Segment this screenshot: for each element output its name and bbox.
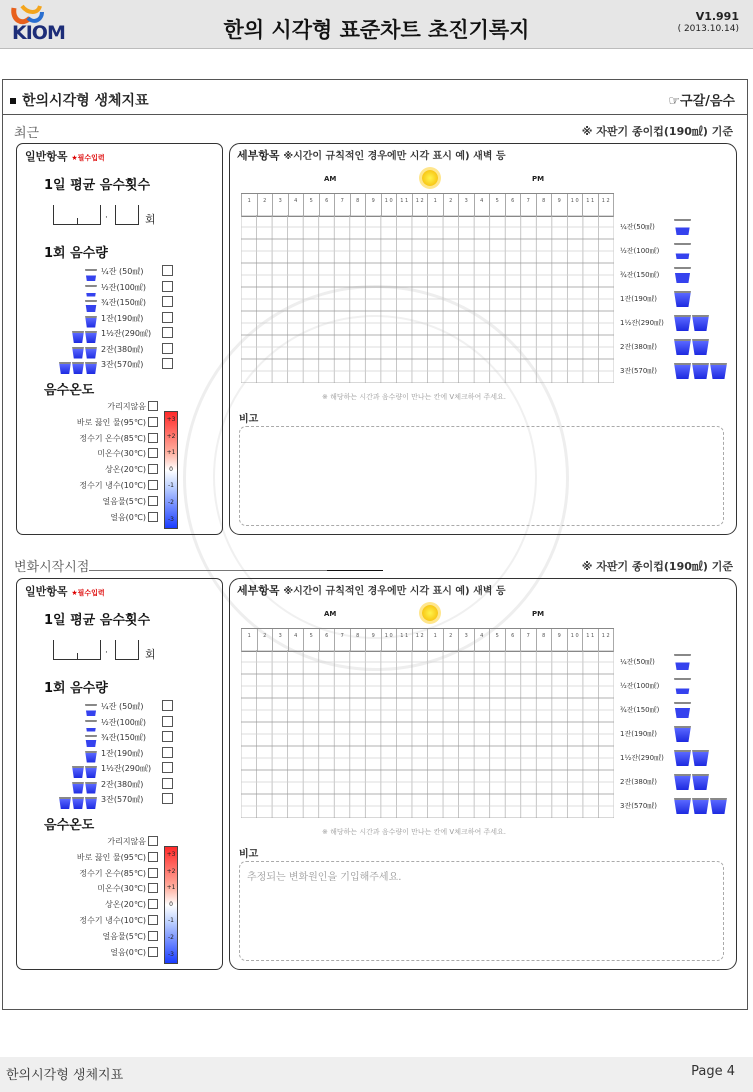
- grid-volume-cups: [673, 750, 709, 770]
- volume-checkbox[interactable]: [162, 343, 173, 354]
- hour-cell: 4: [288, 194, 304, 216]
- frequency-digits-box[interactable]: [53, 640, 101, 660]
- volume-option[interactable]: [17, 699, 224, 714]
- footer-title: 한의시각형 생체지표: [6, 1068, 124, 1083]
- grid-volume-cups: [673, 774, 709, 794]
- temperature-scale-value: -3: [168, 515, 174, 523]
- cup-icon: [692, 315, 709, 331]
- cup-icon: [674, 315, 691, 331]
- period-label-change-start: 변화시작시점: [14, 556, 383, 575]
- volume-cups: [58, 794, 97, 813]
- temperature-option-label: 가리지않음: [107, 402, 146, 411]
- cup-icon: [692, 774, 709, 790]
- volume-option[interactable]: [17, 342, 224, 357]
- volume-option[interactable]: [17, 777, 224, 792]
- cup-icon: [674, 219, 691, 235]
- grid-instruction: ※ 해당하는 시간과 음수량이 만나는 칸에 V체크하여 주세요.: [322, 393, 506, 401]
- hour-cell: 7: [520, 629, 536, 651]
- volume-checkbox[interactable]: [162, 747, 173, 758]
- hour-cell: 1 2: [412, 629, 428, 651]
- temperature-scale-value: +2: [166, 432, 176, 440]
- volume-option[interactable]: [17, 295, 224, 310]
- hour-cell: 5: [303, 629, 319, 651]
- grid-volume-label: 1잔(190㎖): [620, 730, 658, 738]
- temperature-option[interactable]: [17, 399, 224, 414]
- temperature-option[interactable]: [17, 431, 224, 446]
- temperature-option-label: 얼음(0℃): [110, 947, 146, 957]
- volume-option-label: ¾잔(150㎖): [101, 733, 146, 742]
- hour-cell: 5: [489, 194, 505, 216]
- temperature-checkbox[interactable]: [148, 464, 158, 474]
- volume-checkbox[interactable]: [162, 265, 173, 276]
- grid-volume-cups: [673, 219, 691, 239]
- temperature-scale-value: -1: [168, 482, 174, 490]
- hour-cell: 1: [241, 194, 257, 216]
- grid-volume-cups: [673, 678, 691, 698]
- grid-volume-label: 2잔(380㎖): [620, 778, 658, 786]
- hour-cell: 1 1: [396, 194, 412, 216]
- grid-volume-cups: [673, 291, 691, 311]
- am-label: AM: [324, 610, 337, 618]
- period-label-recent: 최근: [14, 126, 40, 141]
- hour-cell: 1: [427, 629, 443, 651]
- sun-icon: [422, 605, 438, 621]
- hour-cell: 1 2: [412, 194, 428, 216]
- hour-cell: 7: [520, 194, 536, 216]
- hour-cell: 1 0: [381, 629, 397, 651]
- temperature-scale-value: +3: [166, 851, 176, 858]
- page-footer: [0, 1057, 753, 1092]
- cup-icon: [85, 362, 97, 374]
- hour-cell: 1 1: [582, 194, 598, 216]
- section-category: ☞구갈/음수: [668, 94, 735, 109]
- cup-icon: [59, 362, 71, 374]
- temperature-option[interactable]: [17, 897, 224, 912]
- sun-icon: [422, 170, 438, 186]
- cup-icon: [59, 797, 71, 809]
- cup-icon: [710, 798, 727, 814]
- cup-note-change: ※ 자판기 종이컵(190㎖) 기준: [581, 560, 733, 573]
- temperature-option[interactable]: [17, 913, 224, 928]
- hour-cell: 1 2: [598, 194, 615, 216]
- hour-cell: 7: [334, 194, 350, 216]
- volume-option-label: 1½잔(290㎖): [101, 764, 152, 773]
- temperature-scale-value: +2: [166, 867, 176, 875]
- temperature-checkbox[interactable]: [148, 496, 158, 506]
- required-mark: ★필수입력: [71, 589, 105, 597]
- temperature-title: 음수온도: [44, 818, 95, 833]
- volume-option-label: ½잔(100㎖): [101, 717, 146, 727]
- hour-cell: 6: [319, 629, 335, 651]
- temperature-scale-value: -2: [168, 934, 174, 941]
- frequency-decimal-box[interactable]: [115, 205, 139, 225]
- temperature-checkbox[interactable]: [148, 417, 158, 427]
- temperature-option-label: 얼음물(5℃): [102, 931, 146, 941]
- volume-option[interactable]: [17, 715, 224, 730]
- grid-volume-cups: [673, 363, 727, 383]
- bullet-square-icon: [10, 98, 16, 104]
- temperature-option-label: 정수기 냉수(10℃): [79, 916, 146, 925]
- temperature-checkbox[interactable]: [148, 915, 158, 925]
- volume-option[interactable]: [17, 746, 224, 761]
- volume-option-label: 1½잔(290㎖): [101, 329, 152, 338]
- grid-volume-label: ¾잔(150㎖): [620, 706, 660, 714]
- frequency-dot: ·: [105, 213, 108, 223]
- hour-cell: 9: [551, 629, 567, 651]
- volume-checkbox[interactable]: [162, 327, 173, 338]
- cup-note-recent: ※ 자판기 종이컵(190㎖) 기준: [581, 125, 733, 138]
- volume-checkbox[interactable]: [162, 793, 173, 804]
- hour-cell: 1 0: [567, 194, 583, 216]
- general-items-title: 일반항목 ★필수입력: [25, 585, 105, 598]
- frequency-unit: 회: [145, 648, 156, 661]
- grid-volume-cups: [673, 702, 691, 722]
- frequency-input[interactable]: [53, 201, 163, 225]
- temperature-option[interactable]: [17, 478, 224, 493]
- cup-icon: [674, 726, 691, 742]
- hour-cell: 6: [319, 194, 335, 216]
- temperature-option-label: 상온(20℃): [105, 900, 146, 910]
- grid-volume-cups: [673, 654, 691, 674]
- frequency-decimal-box[interactable]: [115, 640, 139, 660]
- hour-cell: 1 0: [567, 629, 583, 651]
- grid-volume-label: ¾잔(150㎖): [620, 271, 660, 279]
- time-volume-grid[interactable]: [241, 650, 614, 818]
- volume-option[interactable]: [17, 264, 224, 279]
- temperature-option[interactable]: [17, 929, 224, 944]
- hour-cell: 1 1: [396, 629, 412, 651]
- pm-label: PM: [532, 175, 545, 183]
- temperature-option-label: 정수기 온수(85℃): [79, 868, 146, 878]
- cup-icon: [674, 291, 691, 307]
- temperature-checkbox[interactable]: [148, 836, 158, 846]
- section-divider: [2, 114, 748, 115]
- hour-cell: 9: [365, 194, 381, 216]
- daily-frequency-title: 1일 평균 음수횟수: [44, 178, 151, 193]
- temperature-option[interactable]: [17, 881, 224, 896]
- memo-label: 비고: [239, 849, 259, 860]
- hour-cell: 4: [288, 629, 304, 651]
- grid-volume-cups: [673, 315, 709, 335]
- volume-cups: [58, 359, 97, 378]
- temperature-option-label: 얼음(0℃): [110, 512, 146, 522]
- temperature-checkbox[interactable]: [148, 480, 158, 490]
- version-info: [678, 10, 739, 36]
- general-items-box: [16, 143, 223, 535]
- grid-volume-label: ½잔(100㎖): [620, 247, 660, 255]
- temperature-checkbox[interactable]: [148, 947, 158, 957]
- volume-option-label: ½잔(100㎖): [101, 282, 146, 292]
- hour-cell: 8: [536, 194, 552, 216]
- cup-icon: [674, 243, 691, 259]
- memo-label: 비고: [239, 414, 259, 425]
- cup-icon: [72, 797, 84, 809]
- volume-title: 1회 음수량: [44, 681, 108, 696]
- volume-option-label: 3잔(570㎖): [101, 795, 144, 804]
- volume-checkbox[interactable]: [162, 762, 173, 773]
- hour-cell: 2: [443, 629, 459, 651]
- temperature-scale-value: +3: [166, 416, 176, 423]
- hour-cell: 6: [505, 194, 521, 216]
- cup-icon: [692, 750, 709, 766]
- temperature-option[interactable]: [17, 415, 224, 430]
- temperature-scale-bar: [164, 846, 178, 964]
- temperature-title: 음수온도: [44, 383, 95, 398]
- hour-cell: 6: [505, 629, 521, 651]
- hour-cell: 3: [272, 194, 288, 216]
- volume-option-label: 2잔(380㎖): [101, 779, 144, 789]
- time-volume-grid[interactable]: [241, 215, 614, 383]
- temperature-scale-bar: [164, 411, 178, 529]
- daily-frequency-title: 1일 평균 음수횟수: [44, 613, 151, 628]
- volume-option[interactable]: [17, 280, 224, 295]
- temperature-checkbox[interactable]: [148, 868, 158, 878]
- temperature-checkbox[interactable]: [148, 883, 158, 893]
- volume-checkbox[interactable]: [162, 281, 173, 292]
- cup-icon: [674, 750, 691, 766]
- cup-icon: [692, 363, 709, 379]
- general-items-box: [16, 578, 223, 970]
- temperature-scale-value: -1: [168, 917, 174, 925]
- temperature-option-label: 바로 끓인 물(95℃): [76, 852, 146, 862]
- hour-header: [241, 193, 614, 217]
- hour-cell: 1 0: [381, 194, 397, 216]
- temperature-option-label: 상온(20℃): [105, 465, 146, 475]
- hour-cell: 4: [474, 629, 490, 651]
- pm-label: PM: [532, 610, 545, 618]
- logo-text: KIOM: [12, 22, 65, 44]
- cup-icon: [674, 267, 691, 283]
- temperature-option[interactable]: [17, 462, 224, 477]
- frequency-digits-box[interactable]: [53, 205, 101, 225]
- memo-placeholder: 추정되는 변화원인을 기입해주세요.: [247, 872, 402, 883]
- volume-checkbox[interactable]: [162, 312, 173, 323]
- hour-cell: 5: [303, 194, 319, 216]
- temperature-option-label: 얼음물(5℃): [102, 496, 146, 506]
- frequency-dot: ·: [105, 648, 108, 658]
- grid-instruction: ※ 해당하는 시간과 음수량이 만나는 칸에 V체크하여 주세요.: [322, 828, 506, 836]
- hour-cell: 1: [241, 629, 257, 651]
- volume-option[interactable]: [17, 761, 224, 776]
- volume-option[interactable]: [17, 792, 224, 807]
- temperature-option[interactable]: [17, 945, 224, 960]
- detail-items-title: 세부항목 ※시간이 규칙적인 경우에만 시각 표시 예) 새벽 등: [237, 584, 506, 597]
- hour-cell: 8: [536, 629, 552, 651]
- hour-cell: 1 2: [598, 629, 615, 651]
- grid-volume-label: 1½잔(290㎖): [620, 319, 664, 327]
- temperature-checkbox[interactable]: [148, 433, 158, 443]
- page-header: [0, 0, 753, 49]
- temperature-option-label: 미온수(30℃): [97, 449, 146, 459]
- document-title: 한의 시각형 표준차트 초진기록지: [223, 18, 530, 42]
- temperature-option[interactable]: [17, 446, 224, 461]
- volume-option-label: ¾잔(150㎖): [101, 298, 146, 307]
- temperature-scale-value: -2: [168, 499, 174, 506]
- am-label: AM: [324, 175, 337, 183]
- cup-icon: [710, 363, 727, 379]
- temperature-option-label: 미온수(30℃): [97, 884, 146, 894]
- hour-cell: 3: [458, 194, 474, 216]
- cup-icon: [72, 362, 84, 374]
- volume-checkbox[interactable]: [162, 731, 173, 742]
- temperature-checkbox[interactable]: [148, 852, 158, 862]
- cup-icon: [674, 774, 691, 790]
- cup-icon: [674, 678, 691, 694]
- volume-option-label: ¼잔 (50㎖): [101, 267, 144, 276]
- temperature-option[interactable]: [17, 510, 224, 525]
- grid-volume-cups: [673, 243, 691, 263]
- volume-checkbox[interactable]: [162, 296, 173, 307]
- grid-volume-cups: [673, 267, 691, 287]
- period-blank-line[interactable]: [89, 560, 327, 571]
- temperature-option[interactable]: [17, 834, 224, 849]
- volume-checkbox[interactable]: [162, 778, 173, 789]
- volume-checkbox[interactable]: [162, 358, 173, 369]
- temperature-option-label: 정수기 온수(85℃): [79, 433, 146, 443]
- grid-volume-label: 2잔(380㎖): [620, 343, 658, 351]
- volume-option-label: 3잔(570㎖): [101, 360, 144, 369]
- temperature-scale-value: 0: [169, 900, 173, 908]
- cup-icon: [692, 339, 709, 355]
- grid-volume-label: ¼잔(50㎖): [620, 658, 655, 666]
- memo-area[interactable]: [239, 426, 724, 526]
- version-number: V1.991: [695, 10, 739, 23]
- cup-icon: [85, 797, 97, 809]
- temperature-checkbox[interactable]: [148, 401, 158, 411]
- memo-area[interactable]: [239, 861, 724, 961]
- temperature-checkbox[interactable]: [148, 899, 158, 909]
- detail-items-box: [229, 578, 737, 970]
- cup-icon: [692, 798, 709, 814]
- hour-cell: 4: [474, 194, 490, 216]
- temperature-checkbox[interactable]: [148, 448, 158, 458]
- hour-cell: 7: [334, 629, 350, 651]
- hour-cell: 8: [350, 629, 366, 651]
- grid-volume-label: ½잔(100㎖): [620, 682, 660, 690]
- temperature-option[interactable]: [17, 850, 224, 865]
- temperature-scale-value: 0: [169, 465, 173, 473]
- volume-option-label: 2잔(380㎖): [101, 344, 144, 354]
- grid-volume-cups: [673, 339, 709, 359]
- temperature-checkbox[interactable]: [148, 512, 158, 522]
- temperature-checkbox[interactable]: [148, 931, 158, 941]
- page-number: Page 4: [691, 1064, 735, 1079]
- grid-volume-label: 3잔(570㎖): [620, 802, 658, 810]
- general-items-title: 일반항목 ★필수입력: [25, 150, 105, 163]
- volume-option[interactable]: [17, 357, 224, 372]
- hour-header: [241, 628, 614, 652]
- hour-cell: 1: [427, 194, 443, 216]
- hour-cell: 5: [489, 629, 505, 651]
- grid-volume-label: 3잔(570㎖): [620, 367, 658, 375]
- temperature-option[interactable]: [17, 866, 224, 881]
- cup-icon: [674, 654, 691, 670]
- grid-volume-label: 1½잔(290㎖): [620, 754, 664, 762]
- volume-option-label: ¼잔 (50㎖): [101, 702, 144, 711]
- grid-volume-label: 1잔(190㎖): [620, 295, 658, 303]
- frequency-input[interactable]: [53, 636, 163, 660]
- hour-cell: 1 1: [582, 629, 598, 651]
- volume-option[interactable]: [17, 730, 224, 745]
- section-title: 한의시각형 생체지표: [10, 90, 149, 110]
- temperature-scale-value: +1: [166, 884, 176, 892]
- cup-icon: [674, 702, 691, 718]
- volume-option[interactable]: [17, 326, 224, 341]
- cup-icon: [674, 363, 691, 379]
- volume-option[interactable]: [17, 311, 224, 326]
- hour-cell: 2: [443, 194, 459, 216]
- grid-volume-label: ¼잔(50㎖): [620, 223, 655, 231]
- temperature-option-label: 바로 끓인 물(95℃): [76, 417, 146, 427]
- version-date: ( 2013.10.14): [677, 24, 739, 34]
- volume-title: 1회 음수량: [44, 246, 108, 261]
- required-mark: ★필수입력: [71, 154, 105, 162]
- period-blank-line-end: [327, 560, 383, 571]
- temperature-scale-value: -3: [168, 950, 174, 958]
- temperature-option-label: 정수기 냉수(10℃): [79, 481, 146, 490]
- hour-cell: 2: [257, 194, 273, 216]
- volume-checkbox[interactable]: [162, 716, 173, 727]
- detail-items-title: 세부항목 ※시간이 규칙적인 경우에만 시각 표시 예) 새벽 등: [237, 149, 506, 162]
- hour-cell: 9: [365, 629, 381, 651]
- hour-cell: 8: [350, 194, 366, 216]
- detail-items-box: [229, 143, 737, 535]
- cup-icon: [674, 798, 691, 814]
- temperature-option[interactable]: [17, 494, 224, 509]
- frequency-unit: 회: [145, 213, 156, 226]
- hour-cell: 3: [458, 629, 474, 651]
- temperature-option-label: 가리지않음: [107, 837, 146, 846]
- grid-volume-cups: [673, 798, 727, 818]
- hour-cell: 9: [551, 194, 567, 216]
- hour-cell: 3: [272, 629, 288, 651]
- volume-option-label: 1잔(190㎖): [101, 748, 144, 758]
- cup-icon: [674, 339, 691, 355]
- hour-cell: 2: [257, 629, 273, 651]
- volume-checkbox[interactable]: [162, 700, 173, 711]
- volume-option-label: 1잔(190㎖): [101, 313, 144, 323]
- grid-volume-cups: [673, 726, 691, 746]
- temperature-scale-value: +1: [166, 449, 176, 457]
